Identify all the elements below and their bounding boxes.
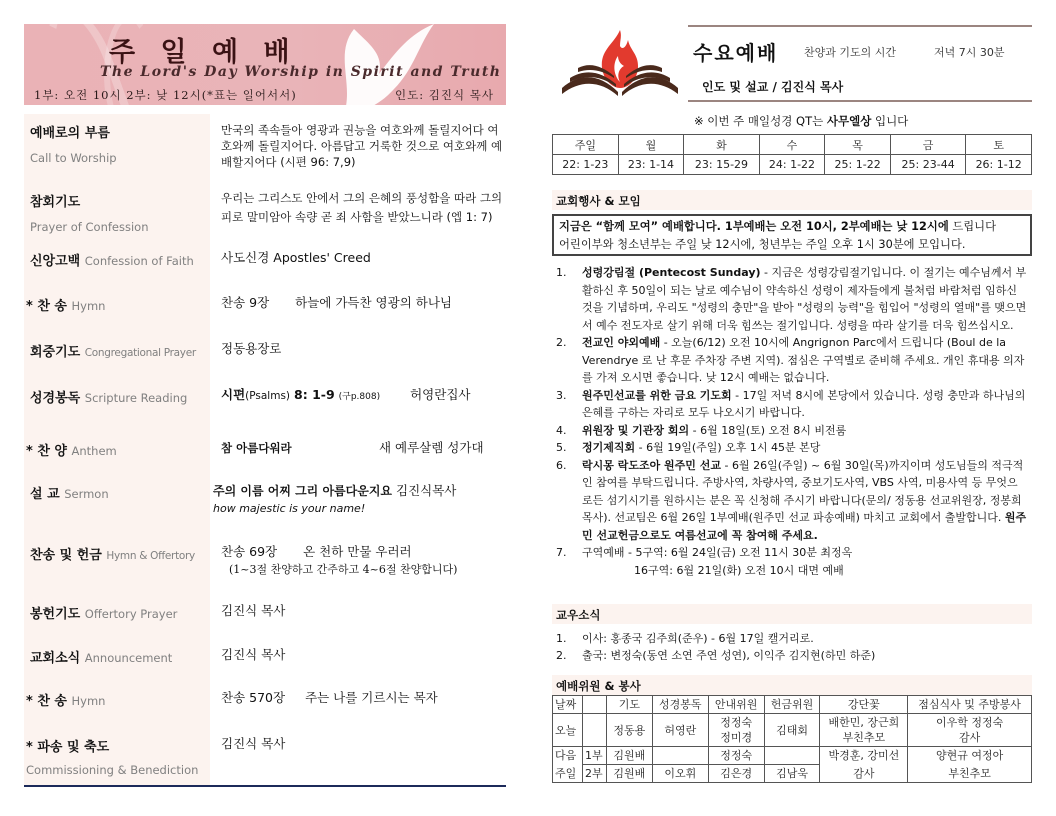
list-item: 1. 성령강림절 (Pentecost Sunday) - 지금은 성령강림절기입니다. 이 절기는 예수님께서 부활하신 후 50일이 되는 날로 예수님이 약속하신 성령이 제자들에게 불처럼 바람처럼 임하신 것을 기념하며, 우리도 "성령의 충만"을 받아 "성령의 능력"을 힘입어 "성령의 열매"를 맺으면서 예수 전도자로 살기 위해 더욱 힘쓰는 절기입니다. 성령을 따라 살기를 더욱 힘쓰십시오.: [556, 266, 1027, 332]
sunday-title: 주 일 예 배: [109, 37, 298, 68]
item-label: * 찬 송 Hymn: [26, 694, 106, 709]
item-value: 참 아름다워라 새 예루살렘 성가대: [221, 440, 484, 455]
table-row-next-2: 주일 2부 김원배 이오휘 김은경 김남욱 감사 부친추모: [553, 765, 1032, 783]
wednesday-time: 저녁 7시 30분: [934, 46, 1005, 59]
item-label: 신앙고백 Confession of Faith: [30, 254, 194, 269]
item-label: * 찬 양 Anthem: [26, 444, 117, 459]
item-value: 찬송 9장 하늘에 가득찬 영광의 하나님: [221, 295, 452, 310]
sermon-title: 주의 이름 어찌 그리 아름다운지요: [213, 484, 393, 498]
events-list: [552, 264, 1032, 579]
flame-bible-logo-icon: [556, 26, 684, 104]
table-row-today: 오늘 정동용 허영란 정정숙 정미경 김태회 배한민, 장근희 부친추모 이우학 정정숙 감사: [553, 714, 1032, 747]
item-value: 김진식 목사: [221, 647, 286, 662]
list-item: 2. 출국: 변정숙(동연 소연 주연 성연), 이익주 김지현(하민 하준): [556, 649, 876, 662]
item-value: 우리는 그리스도 안에서 그의 은혜의 풍성함을 따라 그의 피로 말미암아 속량 곧 죄 사함을 받았느니라 (엡 1: 7): [221, 191, 503, 224]
order-of-worship: [24, 114, 506, 787]
table-row-next-1: 다음 1부 김원배 정정숙 박경훈, 강미선 양현규 여정아: [553, 747, 1032, 765]
wednesday-leader: 인도 및 설교 / 김진식 목사: [702, 80, 844, 94]
item-value: 찬송 69장 온 천하 만물 우러러 (1~3절 찬양하고 간주하고 4~6절 찬양합니다): [221, 544, 458, 576]
service-leader: 인도: 김진식 목사: [395, 88, 494, 102]
sunday-banner: [24, 24, 506, 105]
qt-schedule-table: [552, 134, 1032, 175]
item-value: 시편(Psalms) 8: 1-9 (구p.808) 허영란집사: [221, 387, 471, 402]
table-header-row: 날짜 기도 성경봉독 안내위원 헌금위원 강단꽃 점심식사 및 주방봉사: [553, 696, 1032, 714]
list-item: 3. 원주민선교를 위한 금요 기도회 - 17일 저녁 8시에 본당에서 있습니다. 성령 충만과 하나님의 은혜를 구하는 자리로 모두 나오시기 바랍니다.: [556, 388, 1026, 419]
list-item: 1. 이사: 홍종국 김주희(준우) - 6월 17일 캘거리로.: [556, 632, 814, 645]
list-item: 6. 락시몽 락도조아 원주민 선교 - 6월 26일(주일) ~ 6월 30일(목)까지이며 성도님들의 적극적인 참여를 부탁드립니다. 주방사역, 차량사역, 중보기도사역, VBS 사역, 미용사역 등 무엇으로든 섬기시기를 원하시는 분은 꼭 신청해 주시기 바랍니다(문의/ 정동용 선교위원장, 정봉희목사). 선교팀은 6월 26일 1부예배(원주민 선교 파송예배) 마치고 교회에서 출발합니다. 원주민 선교헌금으로도 여름선교에 꼭 참여해 주세요.: [556, 458, 1027, 542]
service-times: 1부: 오전 10시 2부: 낮 12시(*표는 일어서서): [34, 88, 297, 102]
item-label: 참회기도 Prayer of Confession: [30, 195, 149, 234]
table-row: 22: 1-23 23: 1-14 23: 15-29 24: 1-22 25: 1-22 25: 23-44 26: 1-12: [553, 155, 1032, 175]
qt-notice: ※ 이번 주 매일성경 QT는 사무엘상 입니다: [694, 114, 909, 128]
table-row: 주일 월 화 수 목 금 토: [553, 135, 1032, 155]
duty-roster-table: [552, 695, 1032, 783]
sunday-subtitle: The Lord's Day Worship in Spirit and Truth: [100, 64, 502, 80]
duty-heading: 예배위원 & 봉사: [552, 675, 1032, 695]
list-item: 7. 구역예배 - 5구역: 6월 24일(금) 오전 11시 30분 최정옥 16구역: 6월 21일(화) 오전 10시 대면 예배: [556, 546, 853, 577]
worship-notice-box: 지금은 “함께 모여” 예배합니다. 1부예배는 오전 10시, 2부예배는 낮 12시에 드립니다 어린이부와 청소년부는 주일 낮 12시에, 청년부는 주일 오후 1시 30분에 모입니다.: [552, 214, 1032, 256]
item-label: 설 교 Sermon: [30, 487, 109, 502]
events-heading: 교회행사 & 모임: [552, 190, 1032, 210]
item-value: 주의 이름 어찌 그리 아름다운지요 김진식목사 how majestic is your name!: [213, 483, 508, 517]
item-value: 찬송 570장 주는 나를 기르시는 목자: [221, 690, 438, 705]
sermon-subtitle: how majestic is your name!: [213, 502, 366, 515]
item-label: 성경봉독 Scripture Reading: [30, 391, 188, 406]
item-label: * 파송 및 축도 Commissioning & Benediction: [26, 740, 199, 777]
bottom-rule: [24, 785, 506, 787]
wednesday-title: 수요예배: [693, 41, 779, 65]
item-value: 김진식 목사: [221, 603, 286, 618]
item-value: 김진식 목사: [221, 736, 286, 751]
item-label: 회중기도 Congregational Prayer: [30, 345, 196, 360]
list-item: 2. 전교인 야외예배 - 오늘(6/12) 오전 10시에 Angrignon Parc에서 드립니다 (Boul de la Verendrye 로 난 후문 주차장 주변 지역). 점심은 구역별로 준비해 주세요. 개인 휴대용 의자를 가져 오시면 좋습니다. 낮 12시 예배는 없습니다.: [556, 336, 1025, 384]
item-label: 봉헌기도 Offertory Prayer: [30, 607, 178, 622]
sunday-worship-page: [24, 24, 506, 788]
item-value: 만국의 족속들아 영광과 권능을 여호와께 돌릴지어다 여호와께 돌릴지어다. 아름답고 거룩한 것으로 여호와께 예배할지어다 (시편 96: 7,9): [221, 123, 503, 169]
list-item: 4. 위원장 및 기관장 회의 - 6월 18일(토) 오전 8시 비전룸: [556, 423, 847, 437]
item-value: 정동용장로: [221, 341, 282, 356]
news-page: [552, 20, 1032, 790]
wednesday-header: [688, 25, 1032, 102]
list-item: 5. 정기제직회 - 6월 19일(주일) 오후 1시 45분 본당: [556, 441, 821, 454]
members-list: [552, 630, 1032, 664]
item-label: * 찬 송 Hymn: [26, 299, 106, 314]
item-value: 사도신경 Apostles' Creed: [221, 250, 371, 265]
item-label: 교회소식 Announcement: [30, 651, 173, 666]
item-label: 찬송 및 헌금 Hymn & Offertory: [30, 548, 195, 563]
wednesday-subtitle: 찬양과 기도의 시간: [804, 46, 897, 59]
members-heading: 교우소식: [552, 604, 1032, 624]
item-label: 예배로의 부름 Call to Worship: [30, 126, 117, 165]
